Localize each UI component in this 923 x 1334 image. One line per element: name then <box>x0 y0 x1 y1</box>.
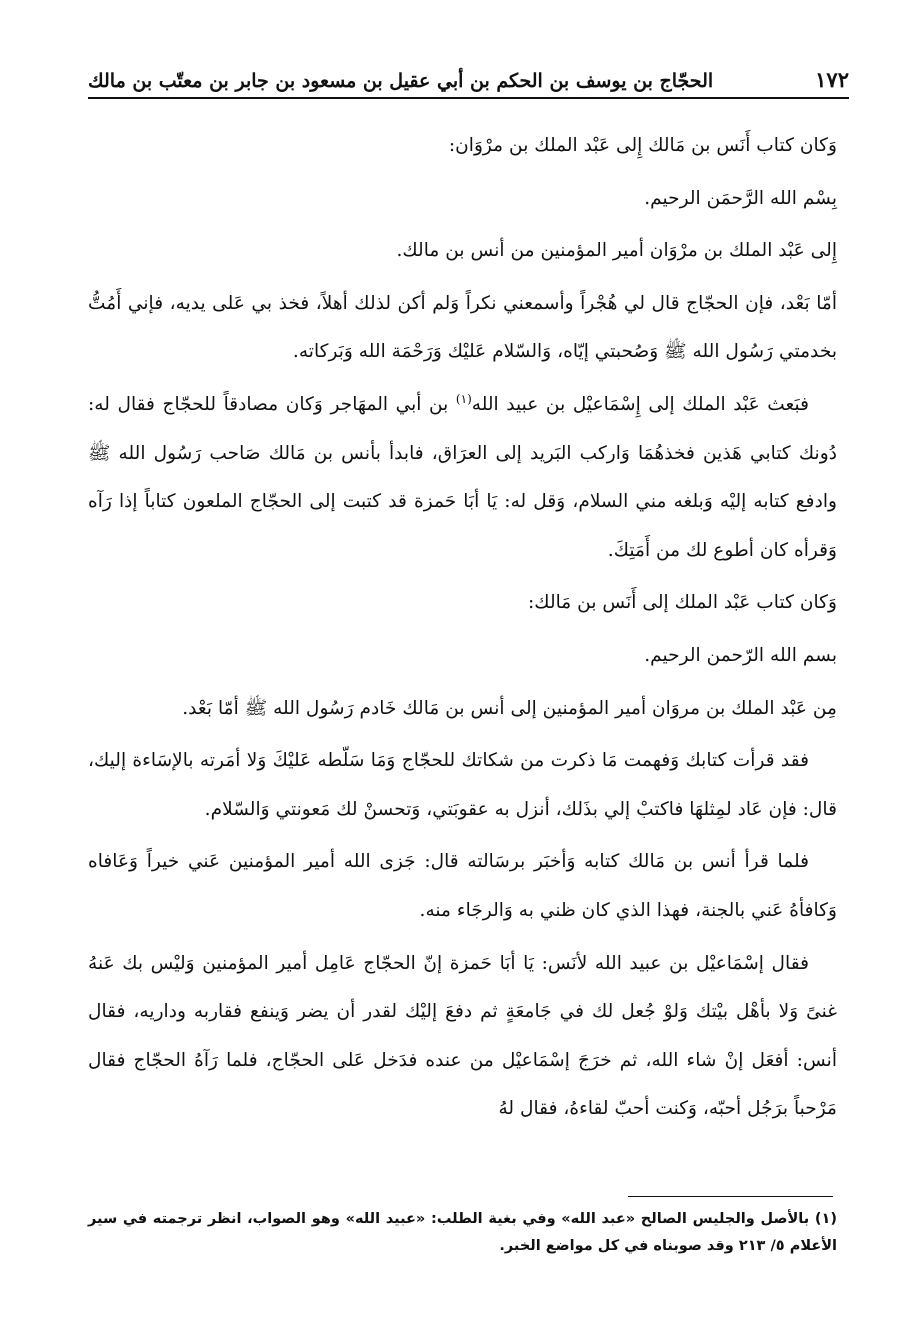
paragraph <box>88 280 837 377</box>
paragraph <box>88 838 837 935</box>
paragraph <box>88 685 837 734</box>
paragraph-text: أمّا بَعْد، فإن الحجّاج قال لي هُجْراً وأسمعني نكراً وَلم أكن لذلك أهلاً، فخذ بي عَلى يديه، فإني أَمُتُّ بخدمتي رَسُول الله ﷺ وَصُحبتي إيّاه، وَالسّلام عَليْك وَرَحْمَة الله وَبَركاته. <box>88 292 837 363</box>
footnote-reference[interactable]: (١) <box>455 391 472 406</box>
paragraph-text: إِلى عَبْد الملك بن مرْوَان أمير المؤمنين من أنس بن مالك. <box>396 240 837 262</box>
paragraph-text: فبَعث عَبْد الملك إلى إِسْمَاعيْل بن عبيد الله <box>471 393 809 415</box>
footnote: (١) بالأصل والجليس الصالح «عبد الله» وفي بغية الطلب: «عبيد الله» وهو الصواب، انظر ترجمته في سير الأعلام ٥/ ٢١٣ وقد صوبناه في كل مواضع الخبر. <box>88 1211 837 1254</box>
paragraph <box>88 122 837 171</box>
paragraph-text: فقال إسْمَاعيْل بن عبيد الله لأنَس: يَا أبَا حَمزة إنّ الحجّاج عَامِل أمير المؤمنين وَليْس بك عَنهُ غنىً وَلا بأهْل بيْتك وَلوْ جُعل لك في جَامعَةٍ ثم دفعَ إليْك لقدر أن يضر وَينفع فقاربه وداريه، فقال أنس: أفعَل إنْ شاء الله، ثم خرَجَ إسْمَاعيْل من عنده فدَخل عَلى الحجّاج، فلما رَآهُ الحجّاج فقال مَرْحباً برَجُل أحبّه، وَكنت أحبّ لقاءهُ، فقال لهُ <box>88 952 837 1120</box>
body-text <box>88 122 837 1138</box>
paragraph-text: فلما قرأ أنس بن مَالك كتابه وَأخبَر برسَالته قال: جَزى الله أمير المؤمنين عَني خيراً وَعَافاه وَكافأهُ عَني بالجنة، فهذا الذي كان ظني به وَالرجَاء منه. <box>88 851 837 921</box>
paragraph <box>88 175 837 224</box>
paragraph-text: بسم الله الرّحمن الرحيم. <box>644 644 837 666</box>
paragraph-text: مِن عَبْد الملك بن مروَان أمير المؤمنين إلى أنس بن مَالك خَادم رَسُول الله ﷺ أمّا بَعْد. <box>182 697 837 719</box>
paragraph-text: وَكان كتاب أَنَس بن مَالك إِلى عَبْد الملك بن مرْوَان: <box>448 135 837 156</box>
header-rule <box>88 97 849 99</box>
running-title: الحجّاج بن يوسف بن الحكم بن أبي عقيل بن مسعود بن جابر بن معتّب بن مالك <box>88 70 714 92</box>
paragraph-text: بِسْم الله الرَّحمَن الرحيم. <box>644 187 837 209</box>
paragraph-text: فقد قرأت كتابك وَفهمت مَا ذكرت من شكاتك للحجّاج وَمَا سَلّطه عَليْكَ وَلا أمَرته بالإسَاءة إليك، قال: فإن عَاد لمِثلهَا فاكتبْ إلي بذَلك، أنزل به عقوبَتي، وَتحسنْ لك مَعونتي وَالسّلام. <box>88 750 837 820</box>
paragraph <box>88 632 837 681</box>
paragraph <box>88 940 837 1134</box>
paragraph <box>88 381 837 575</box>
paragraph <box>88 227 837 276</box>
page-number: ١٧٢ <box>815 67 849 92</box>
footnotes <box>88 1206 837 1260</box>
paragraph <box>88 737 837 834</box>
page-header <box>88 58 849 92</box>
paragraph-text-continued: بن أبي المهَاجر وَكان مصادقاً للحجّاج فقال له: دُونك كتابي هَذين فخذهُمَا وَاركب البَريد إلى العرَاق، فابدأ بأنس بن مَالك صَاحب رَسُول الله ﷺ وادفع كتابه إليْه وَبلغه مني السلام، وَقل له: يَا أبَا حَمزة قد كتبت إلى الحجّاج الملعون كتاباً إذا رَآه وَقرأه كان أطوع لك من أَمَتِكَ. <box>88 393 837 561</box>
paragraph-text: وَكان كتاب عَبْد الملك إلى أَنَس بن مَالك: <box>528 592 837 614</box>
paragraph <box>88 579 837 628</box>
footnote-separator <box>628 1196 833 1197</box>
